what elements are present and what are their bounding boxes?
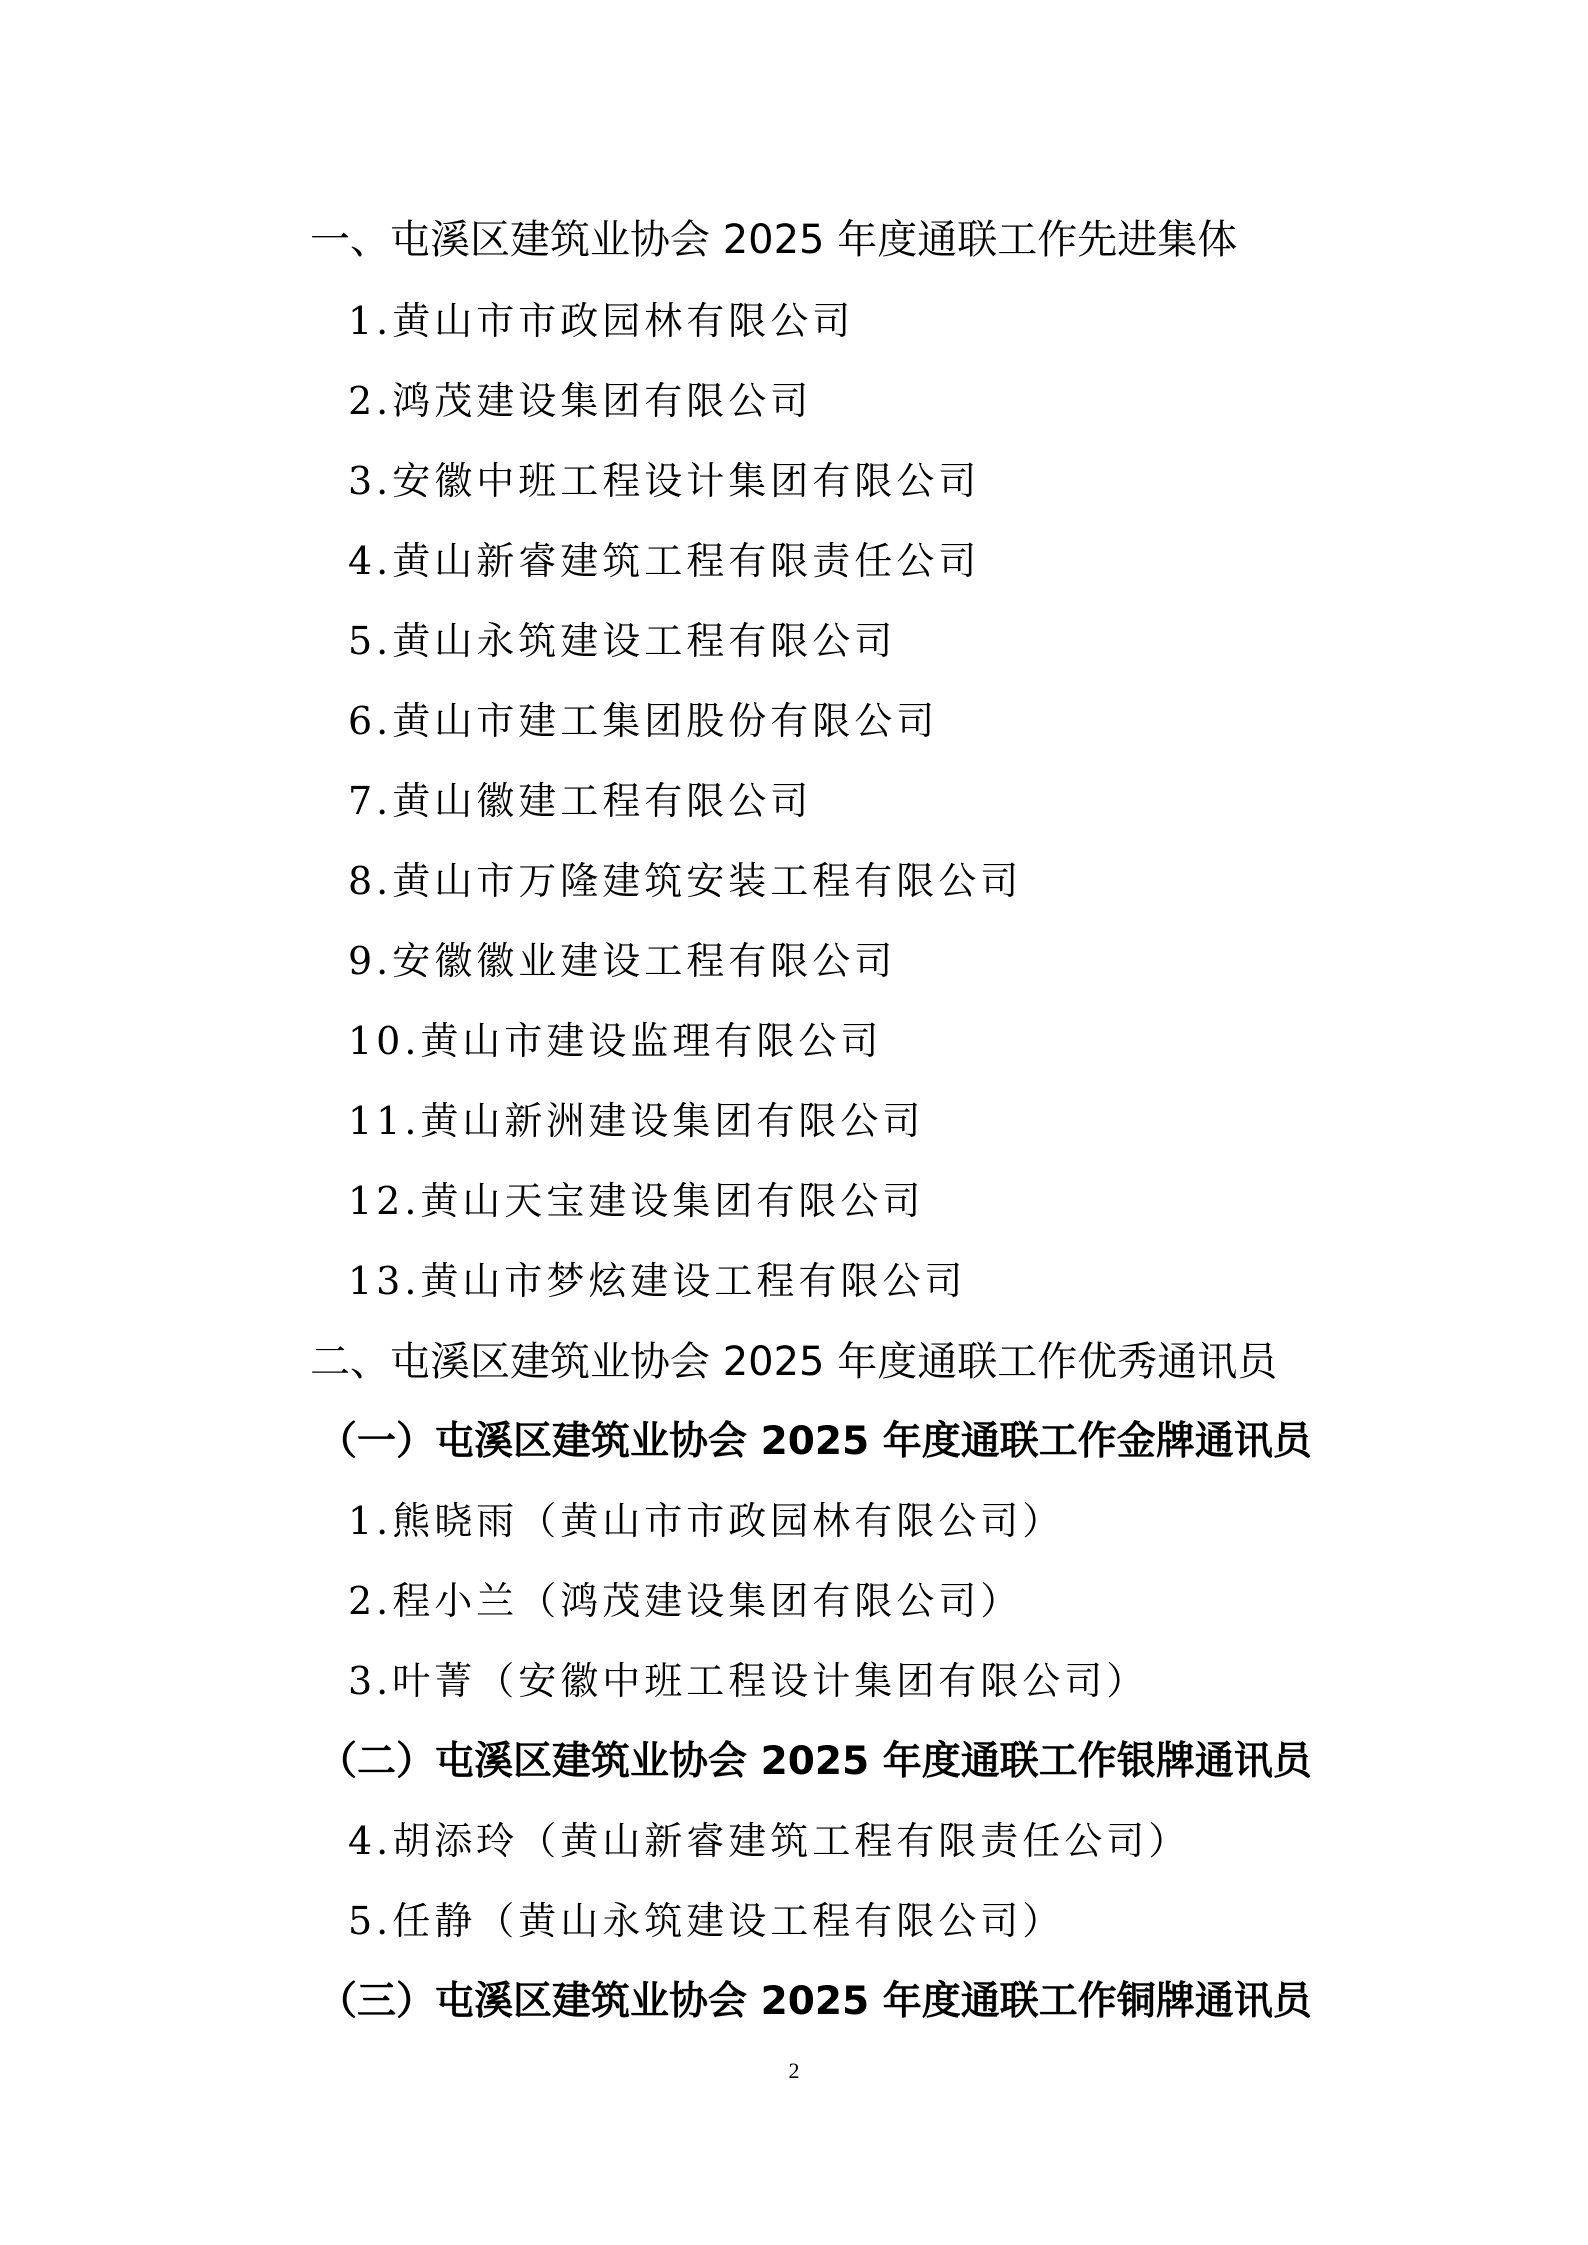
- list-item: 5.黄山永筑建设工程有限公司: [348, 619, 897, 663]
- section2-heading: 二、屯溪区建筑业协会 2025 年度通联工作优秀通讯员: [310, 1339, 1278, 1385]
- list-item: 1.熊晓雨（黄山市市政园林有限公司）: [348, 1499, 1065, 1543]
- list-item: 2.程小兰（鸿茂建设集团有限公司）: [348, 1579, 1023, 1623]
- list-item: 5.任静（黄山永筑建设工程有限公司）: [348, 1899, 1065, 1943]
- list-item: 11.黄山新洲建设集团有限公司: [348, 1099, 925, 1143]
- list-item: 1.黄山市市政园林有限公司: [348, 299, 855, 343]
- silver-subheading: （二）屯溪区建筑业协会 2025 年度通联工作银牌通讯员: [318, 1739, 1312, 1784]
- list-item: 6.黄山市建工集团股份有限公司: [348, 699, 939, 743]
- list-item: 4.胡添玲（黄山新睿建筑工程有限责任公司）: [348, 1819, 1191, 1863]
- list-item: 2.鸿茂建设集团有限公司: [348, 379, 813, 423]
- list-item: 13.黄山市梦炫建设工程有限公司: [348, 1259, 967, 1303]
- list-item: 10.黄山市建设监理有限公司: [348, 1019, 883, 1063]
- list-item: 8.黄山市万隆建筑安装工程有限公司: [348, 859, 1023, 903]
- list-item: 9.安徽徽业建设工程有限公司: [348, 939, 897, 983]
- page-number: 2: [788, 2058, 800, 2083]
- list-item: 3.安徽中班工程设计集团有限公司: [348, 459, 981, 503]
- list-item: 3.叶菁（安徽中班工程设计集团有限公司）: [348, 1659, 1149, 1703]
- list-item: 7.黄山徽建工程有限公司: [348, 779, 813, 823]
- bronze-subheading: （三）屯溪区建筑业协会 2025 年度通联工作铜牌通讯员: [318, 1979, 1312, 2024]
- gold-subheading: （一）屯溪区建筑业协会 2025 年度通联工作金牌通讯员: [318, 1419, 1312, 1464]
- list-item: 12.黄山天宝建设集团有限公司: [348, 1179, 925, 1223]
- section1-heading: 一、屯溪区建筑业协会 2025 年度通联工作先进集体: [310, 217, 1238, 263]
- list-item: 4.黄山新睿建筑工程有限责任公司: [348, 539, 981, 583]
